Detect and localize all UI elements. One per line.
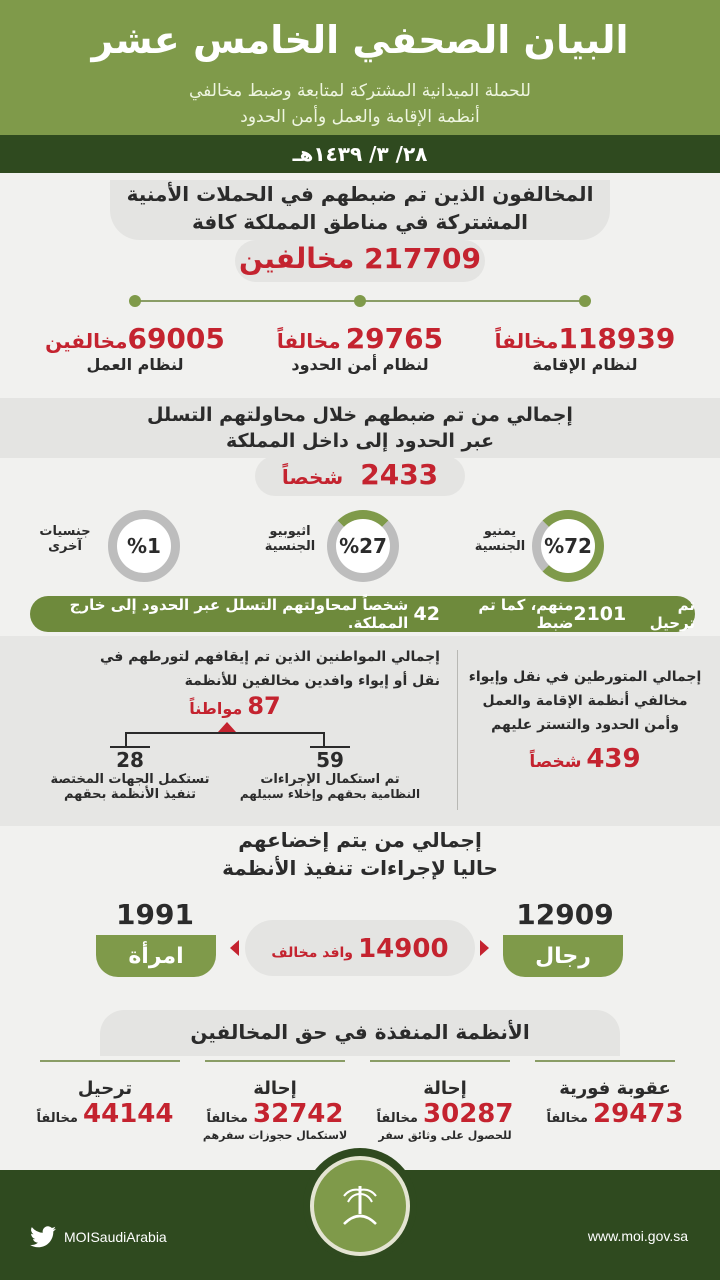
connector-dot-1: [579, 295, 591, 307]
nationality-yemeni: [470, 510, 630, 590]
women-tab: [96, 935, 216, 977]
women-label: امرأة: [128, 943, 184, 969]
section2-title: [0, 402, 720, 454]
note-part1: تم ترحيل: [649, 596, 695, 632]
women-number: 1991: [116, 898, 194, 931]
stat-border-label: لنظام أمن الحدود: [291, 355, 429, 374]
ring-other-label-line1: جنسيات: [39, 524, 91, 539]
sub-completed: [230, 746, 430, 801]
section4-title-line1: إجمالي من يتم إخضاعهم: [238, 828, 482, 852]
section2-total-number: 2433: [360, 458, 439, 491]
twitter-handle[interactable]: [30, 1222, 167, 1252]
measure-referral-booking-number: 32742: [253, 1099, 344, 1129]
measure-referral-booking-note: لاستكمال حجوزات سفرهم: [202, 1129, 348, 1142]
nationality-ethiopian: [255, 510, 415, 590]
stat-border: [250, 322, 470, 374]
connector-dot-3: [129, 295, 141, 307]
measure-immediate-unit: مخالفاً: [546, 1111, 588, 1126]
measure-referral-booking: [190, 1078, 360, 1142]
measure-referral-docs: [360, 1078, 530, 1142]
section1-total: [0, 242, 720, 275]
measure-deportation-unit: مخالفاً: [36, 1111, 78, 1126]
measure-immediate-number: 29473: [593, 1099, 684, 1129]
sub2-number: 28: [110, 746, 150, 772]
stat-residency-label: لنظام الإقامة: [532, 355, 638, 374]
ring-other-label: [30, 524, 100, 554]
note-part2: منهم، كما تم ضبط: [478, 596, 574, 632]
total-offenders-label: وافد مخالف: [271, 945, 353, 961]
right-line2: مخالفي أنظمة الإقامة والعمل: [482, 693, 688, 709]
nationality-other: [30, 510, 190, 590]
branch-left-tick: [125, 732, 127, 746]
note-number2: 42: [413, 603, 440, 625]
section5-lines: [40, 1060, 680, 1062]
section2-title-line1: إجمالي من تم ضبطهم خلال محاولتهم التسلل: [147, 404, 573, 426]
stat-residency-number: 118939: [558, 322, 676, 355]
section2-title-line2: عبر الحدود إلى داخل المملكة: [225, 430, 495, 452]
section3-left: [30, 645, 440, 693]
note-part3: شخصاً لمحاولتهم التسلل عبر الحدود إلى خارج المملكة.: [69, 596, 409, 632]
right-line3: وأمن الحدود والتستر عليهم: [491, 717, 679, 733]
ring-ethiopian-label-line1: اثيوبيو: [269, 524, 311, 539]
total-offenders-number: 14900: [358, 934, 449, 964]
total-offenders: [245, 934, 475, 964]
palm-swords-icon: [332, 1178, 388, 1234]
section5-title: الأنظمة المنفذة في حق المخالفين: [190, 1020, 530, 1044]
ring-yemeni-label-line1: يمنيو: [483, 524, 517, 539]
stat-residency-unit: مخالفاً: [494, 329, 559, 353]
ring-other: [108, 510, 180, 582]
date-band: [0, 135, 720, 173]
measure-referral-booking-unit: مخالفاً: [206, 1111, 248, 1126]
section1-title: [0, 180, 720, 236]
right-line1: إجمالي المتورطين في نقل وإيواء: [468, 669, 702, 685]
section2-total: [0, 458, 720, 491]
connector-dot-2: [354, 295, 366, 307]
section1-total-text: 217709 مخالفين: [239, 242, 481, 275]
measure-referral-docs-unit: مخالفاً: [376, 1111, 418, 1126]
stat-border-number: 29765: [345, 322, 444, 355]
section5-line-4: [535, 1060, 675, 1062]
men-label: رجال: [535, 943, 591, 969]
left-number: 87: [247, 692, 281, 720]
stat-residency: [475, 322, 695, 374]
right-unit: شخصاً: [529, 752, 582, 772]
ring-ethiopian: [327, 510, 399, 582]
men-number: 12909: [516, 898, 614, 931]
measure-deportation-number: 44144: [83, 1099, 174, 1129]
stat-border-unit: مخالفاً: [276, 329, 341, 353]
twitter-icon: [30, 1226, 56, 1248]
deportation-note: [30, 596, 695, 632]
note-number1: 2101: [573, 603, 627, 625]
page-subtitle: [0, 78, 720, 130]
page-title: البيان الصحفي الخامس عشر: [91, 18, 629, 62]
sub1-line1: تم استكمال الإجراءات: [260, 772, 400, 787]
measure-deportation-title: ترحيل: [77, 1078, 133, 1099]
left-line2: نقل أو إيواء وافدين مخالفين للأنظمة: [184, 673, 440, 689]
section3-right: [465, 665, 705, 775]
measure-referral-docs-title: إحالة: [423, 1078, 467, 1099]
ring-yemeni-label-line2: الجنسية: [474, 539, 526, 554]
ring-ethiopian-percent: %27: [339, 534, 387, 558]
section5-line-3: [370, 1060, 510, 1062]
sub1-number: 59: [310, 746, 350, 772]
measure-immediate-title: عقوبة فورية: [559, 1078, 671, 1099]
section5-line-2: [205, 1060, 345, 1062]
ring-yemeni: [532, 510, 604, 582]
sub2-line1: تستكمل الجهات المختصة: [50, 772, 210, 787]
right-number: 439: [586, 744, 641, 774]
website-link[interactable]: www.moi.gov.sa: [587, 1228, 688, 1244]
arrow-right-icon: [480, 940, 489, 956]
measure-immediate: [530, 1078, 700, 1129]
sub2-line2: تنفيذ الأنظمة بحقهم: [63, 787, 197, 802]
subtitle-line1: للحملة الميدانية المشتركة لمتابعة وضبط مخالفي: [189, 81, 531, 101]
branch-arrow-icon: [218, 722, 236, 732]
ring-yemeni-percent: %72: [544, 534, 592, 558]
branch-line: [125, 732, 325, 734]
sub-pending: [40, 746, 220, 802]
ring-yemeni-label: [470, 524, 530, 554]
men-tab: [503, 935, 623, 977]
section4-title-line2: حاليا لإجراءات تنفيذ الأنظمة: [222, 856, 498, 880]
section1-title-line2: المشتركة في مناطق المملكة كافة: [191, 210, 529, 234]
section5-line-1: [40, 1060, 180, 1062]
stat-labor: [25, 322, 245, 374]
section4-title: [0, 826, 720, 882]
ministry-emblem-icon: [310, 1156, 410, 1256]
twitter-handle-text: MOISaudiArabia: [64, 1229, 167, 1245]
stat-labor-label: لنظام العمل: [86, 355, 184, 374]
left-total: [30, 692, 440, 720]
sub1-line2: النظامية بحقهم وإخلاء سبيلهم: [239, 787, 421, 801]
measure-referral-docs-note: للحصول على وثائق سفر: [378, 1129, 512, 1142]
measure-referral-booking-title: إحالة: [253, 1078, 297, 1099]
ring-ethiopian-label-line2: الجنسية: [264, 539, 316, 554]
branch-right-tick: [323, 732, 325, 746]
arrow-left-icon: [230, 940, 239, 956]
section1-title-line1: المخالفون الذين تم ضبطهم في الحملات الأمنية: [126, 182, 594, 206]
measure-referral-docs-number: 30287: [423, 1099, 514, 1129]
stat-labor-unit: مخالفين: [45, 329, 128, 353]
measure-deportation: [20, 1078, 190, 1129]
left-line1: إجمالي المواطنين الذين تم إيقافهم لتورطهم في: [100, 649, 440, 665]
ring-other-label-line2: آخرى: [48, 539, 82, 554]
section2-total-unit: شخصاً: [281, 465, 344, 489]
left-unit: مواطناً: [189, 699, 243, 718]
date-text: ٢٨/ ٣/ ١٤٣٩هـ: [292, 142, 428, 166]
section3-divider: [457, 650, 458, 810]
stat-labor-number: 69005: [127, 322, 225, 355]
ring-other-percent: %1: [127, 534, 161, 558]
ring-ethiopian-label: [255, 524, 325, 554]
subtitle-line2: أنظمة الإقامة والعمل وأمن الحدود: [240, 107, 480, 127]
